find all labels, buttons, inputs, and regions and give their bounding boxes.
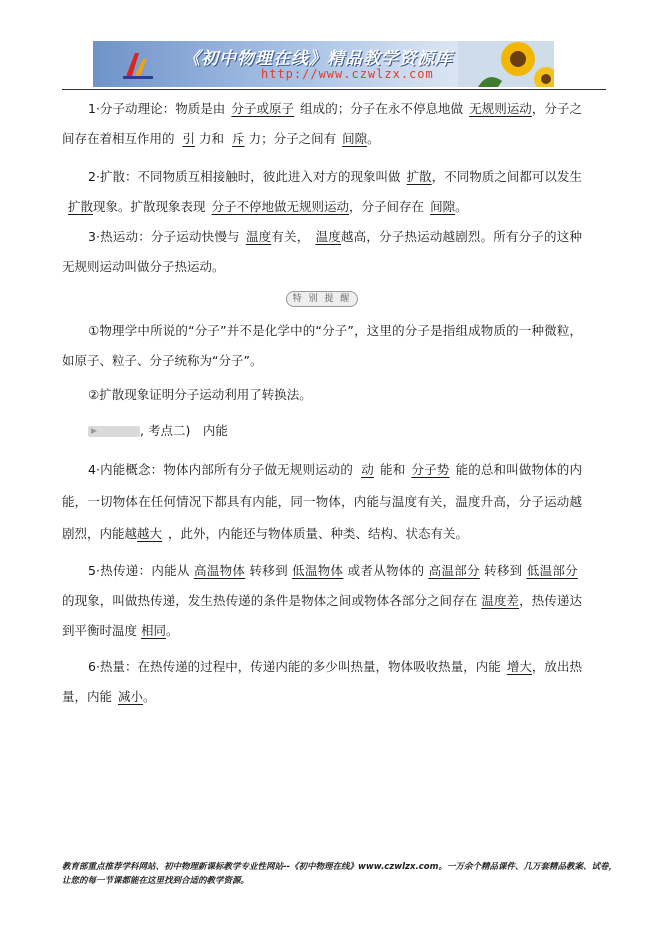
- answer-blank: 分子不停地做无规则运动: [211, 199, 350, 214]
- item-1: 1·分子动理论：物质是由 分子或原子 组成的；分子在永不停息地做 无规则运动，分子之间存在着相互作用的 引 力和 斥 力；分子之间有 间隙。: [62, 101, 582, 146]
- answer-blank: 间隙: [342, 131, 368, 146]
- answer-blank: 扩散: [406, 169, 432, 184]
- answer-blank: 减小: [118, 689, 144, 704]
- answer-blank: 温度: [245, 229, 272, 244]
- item-4: 4·内能概念：物体内部所有分子做无规则运动的 动 能和 分子势 能的总和叫做物体的内能，一切物体在任何情况下都具有内能，同一物体，内能与温度有关，温度升高，分子运动越剧烈，内能越越大 ，此外，内能还与物体质量、种类、结构、状态有关。: [62, 462, 582, 541]
- item-6: 6·热量：在热传递的过程中，传递内能的多少叫热量，物体吸收热量，内能 增大，放出热量，内能 减小。: [62, 659, 582, 704]
- header-divider: [62, 89, 606, 90]
- answer-blank: 温度差: [481, 593, 520, 608]
- footer-note: 教育部重点推荐学科网站、初中物理新课标教学专业性网站--《初中物理在线》www.czwlzx.com。一万余个精品课件、几万套精品教案、试卷，让您的每一节课都能在这里找到合适的教学资源。: [62, 862, 617, 886]
- special-reminder: [62, 282, 582, 312]
- answer-blank: 低温部分: [526, 563, 578, 578]
- reminder-badge: 特 别 提 醒: [286, 291, 359, 307]
- answer-blank: 高温部分: [428, 563, 480, 578]
- section-heading-internal-energy: [62, 416, 582, 446]
- section-heading: , 考点二) 内能: [140, 423, 228, 438]
- answer-blank: 温度: [315, 229, 341, 244]
- header-banner: [93, 41, 554, 87]
- answer-blank: 动: [361, 462, 374, 477]
- answer-blank: 相同: [141, 623, 167, 638]
- sunflower-icon: [458, 41, 554, 87]
- answer-blank: 低温物体: [291, 563, 344, 578]
- answer-blank: 增大: [506, 659, 532, 674]
- item-5: 5·热传递：内能从 高温物体 转移到 低温物体 或者从物体的 高温部分 转移到 低温部分的现象，叫做热传递，发生热传递的条件是物体之间或物体各部分之间存在 温度差，热传递达到平衡时温度 相同。: [62, 563, 582, 638]
- answer-blank: 引: [182, 131, 196, 146]
- answer-blank: 高温物体: [193, 563, 246, 578]
- site-logo-icon: [121, 49, 155, 81]
- answer-blank: 无规则运动: [469, 101, 532, 116]
- answer-blank: 越大: [137, 526, 163, 541]
- answer-blank: 间隙: [430, 199, 456, 214]
- answer-blank: 斥: [232, 131, 245, 146]
- answer-blank: 扩散: [68, 199, 94, 214]
- item-2: 2·扩散：不同物质互相接触时，彼此进入对方的现象叫做 扩散，不同物质之间都可以发生扩散现象。扩散现象表现 分子不停地做无规则运动，分子间存在 间隙。: [68, 169, 582, 214]
- document-body: [62, 94, 582, 712]
- tip-1: ①物理学中所说的“分子”并不是化学中的“分子”，这里的分子是指组成物质的一种微粒，如原子、粒子、分子统称为“分子”。: [62, 323, 582, 368]
- item-3: 3·热运动：分子运动快慢与 温度有关， 温度越高，分子热运动越剧烈。所有分子的这种无规则运动叫做分子热运动。: [62, 229, 582, 274]
- answer-blank: 分子势: [411, 462, 450, 477]
- banner-url[interactable]: http://www.czwlzx.com: [261, 67, 434, 81]
- answer-blank: 分子或原子: [231, 101, 295, 116]
- banner-title: 《初中物理在线》精品教学资源库: [183, 49, 453, 69]
- tip-2: ②扩散现象证明分子运动利用了转换法。: [88, 387, 312, 402]
- play-tag-icon: [88, 426, 140, 437]
